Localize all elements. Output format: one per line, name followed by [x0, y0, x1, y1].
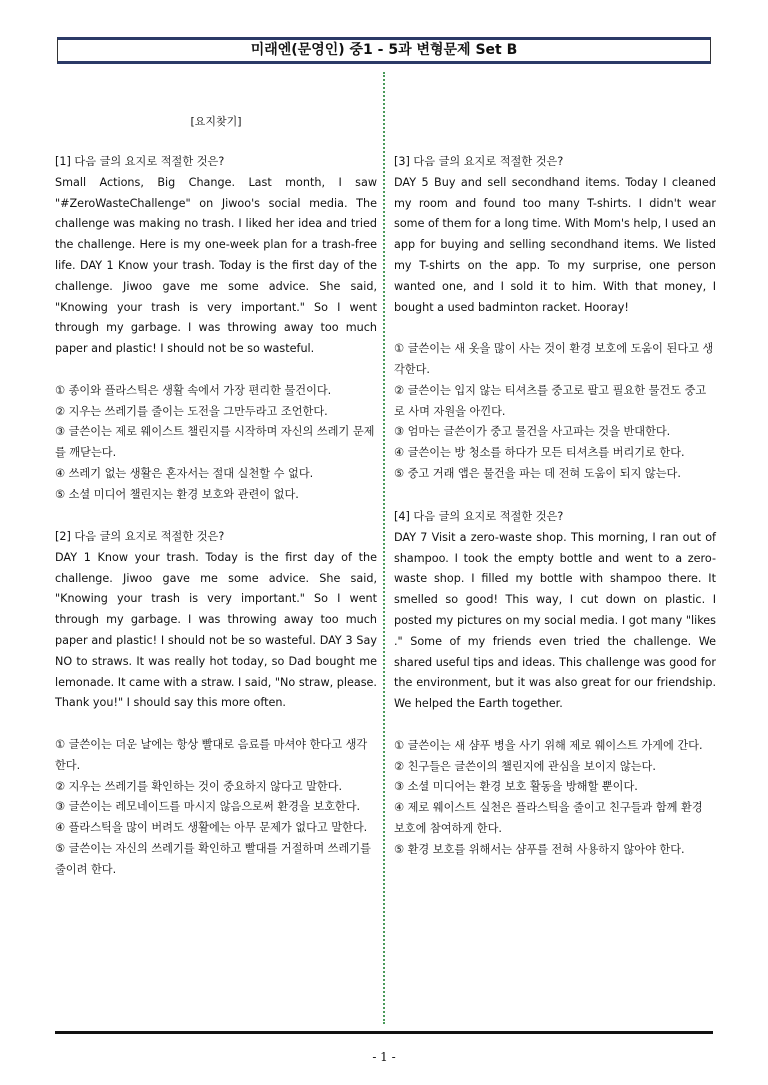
choice-item[interactable]: ④ 글쓴이는 방 청소를 하다가 모든 티셔츠를 버리기로 한다. [394, 446, 685, 460]
question-title: [4] 다음 글의 요지로 적절한 것은? [394, 510, 564, 523]
column-divider [383, 72, 385, 1024]
choice-item[interactable]: ② 지우는 쓰레기를 줄이는 도전을 그만두라고 조언한다. [55, 404, 328, 418]
choice-list [55, 735, 377, 881]
choice-item[interactable]: ① 글쓴이는 새 샴푸 병을 사기 위해 제로 웨이스트 가게에 간다. [394, 738, 703, 752]
choice-item[interactable]: ② 친구들은 글쓴이의 챌린지에 관심을 보이지 않는다. [394, 759, 656, 773]
choice-item[interactable]: ⑤ 환경 보호를 위해서는 샴푸를 전혀 사용하지 않아야 한다. [394, 842, 685, 856]
choice-list [394, 339, 716, 485]
question-passage: Small Actions, Big Change. Last month, I saw "#ZeroWasteChallenge" on Jiwoo's social media. The challenge was making no trash. I liked her idea and tried the challenge. Here is my one-week plan for a trash-free life. DAY 1 Know your trash. Today is the first day of the challenge. Jiwoo gave me some advice. She said, "Knowing your trash is very important." So I went through my garbage. I was throwing away too much paper and plastic! I should not be so wasteful. [55, 175, 377, 356]
choice-item[interactable]: ① 종이와 플라스틱은 생활 속에서 가장 편리한 물건이다. [55, 383, 332, 397]
choice-item[interactable]: ④ 플라스틱을 많이 버려도 생활에는 아무 문제가 없다고 말한다. [55, 821, 368, 835]
question-1 [55, 152, 377, 506]
choice-item[interactable]: ② 글쓴이는 입지 않는 티셔츠를 중고로 팔고 필요한 물건도 중고로 사며 자원을 아낀다. [394, 383, 707, 418]
choice-item[interactable]: ① 글쓴이는 새 옷을 많이 사는 것이 환경 보호에 도움이 된다고 생각한다. [394, 342, 714, 376]
choice-item[interactable]: ⑤ 글쓴이는 자신의 쓰레기를 확인하고 빨대를 거절하며 쓰레기를 줄이려 한다. [55, 841, 371, 876]
choice-item[interactable]: ② 지우는 쓰레기를 확인하는 것이 중요하지 않다고 말한다. [55, 779, 343, 793]
choice-item[interactable]: ③ 소셜 미디어는 환경 보호 활동을 방해할 뿐이다. [394, 780, 638, 794]
choice-item[interactable]: ⑤ 소셜 미디어 챌린지는 환경 보호와 관련이 없다. [55, 487, 299, 501]
choice-item[interactable]: ③ 글쓴이는 레모네이드를 마시지 않음으로써 환경을 보호한다. [55, 800, 361, 814]
question-title: [3] 다음 글의 요지로 적절한 것은? [394, 155, 564, 168]
question-title: [1] 다음 글의 요지로 적절한 것은? [55, 155, 225, 168]
section-heading: [요지찾기] [190, 115, 242, 128]
choice-list [394, 736, 716, 861]
choice-item[interactable]: ③ 글쓴이는 제로 웨이스트 챌린지를 시작하며 자신의 쓰레기 문제를 깨닫는다. [55, 425, 375, 460]
footer-rule [55, 1031, 713, 1034]
page-number: - 1 - [372, 1050, 396, 1064]
question-passage: DAY 1 Know your trash. Today is the first day of the challenge. Jiwoo gave me some advice. She said, "Knowing your trash is very important." So I went through my garbage. I was throwing away too much paper and plastic! I should not be so wasteful. DAY 3 Say NO to straws. It was really hot today, so Dad bought me lemonade. It came with a straw. I said, "No straw, please. Thank you!" I should say this more often. [55, 550, 377, 710]
choice-item[interactable]: ④ 쓰레기 없는 생활은 혼자서는 절대 실천할 수 없다. [55, 466, 314, 480]
question-passage: DAY 5 Buy and sell secondhand items. Today I cleaned my room and found too many T-shirts. I didn't wear some of them for a long time. With Mom's help, I used an app for buying and selling secondhand items. We listed my T-shirts on the app. To my surprise, one person wanted one, and I sold it to him. With that money, I bought a used badminton racket. Hooray! [394, 175, 716, 314]
choice-item[interactable]: ③ 엄마는 글쓴이가 중고 물건을 사고파는 것을 반대한다. [394, 425, 671, 439]
question-3 [394, 152, 716, 485]
question-passage: DAY 7 Visit a zero-waste shop. This morning, I ran out of shampoo. I took the empty bottle and went to a zero-waste shop. I filled my bottle with shampoo there. It smelled so good! This way, I cut down on plastic. I posted my pictures on my social media. I got many "likes ." Some of my friends even tried the challenge. We shared useful tips and ideas. This challenge was good for the environment, but it was also great for our friendship. We helped the Earth together. [394, 530, 716, 711]
question-4 [394, 507, 716, 861]
choice-item[interactable]: ① 글쓴이는 더운 날에는 항상 빨대로 음료를 마셔야 한다고 생각한다. [55, 737, 368, 772]
choice-list [55, 381, 377, 506]
question-title: [2] 다음 글의 요지로 적절한 것은? [55, 530, 225, 543]
choice-item[interactable]: ④ 제로 웨이스트 실천은 플라스틱을 줄이고 친구들과 함께 환경 보호에 참여하게 한다. [394, 801, 703, 835]
choice-item[interactable]: ⑤ 중고 거래 앱은 물건을 파는 데 전혀 도움이 되지 않는다. [394, 466, 681, 480]
page-title: 미래엔(문영인) 중1 - 5과 변형문제 Set B [57, 37, 711, 64]
question-2 [55, 527, 377, 881]
